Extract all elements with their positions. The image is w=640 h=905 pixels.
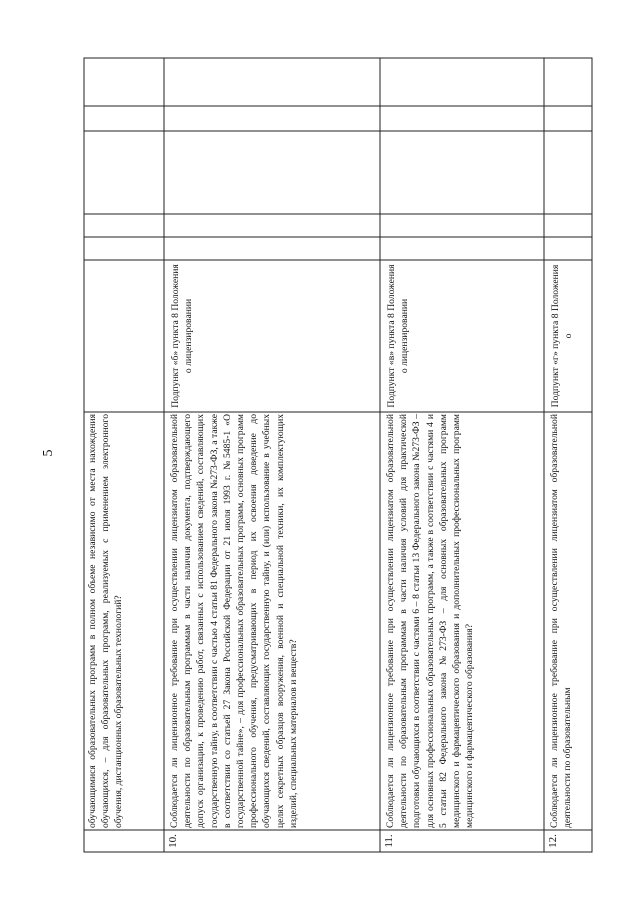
row-question-text: Соблюдается ли лицензионное требование при осуществлении лицензиатом образовательной деятельности по образовательным программам в части наличия документа, подтверждающего допуск организации, к проведению работ, связанных с использованием сведений, составляющих государственную тайну, в соответствии с частью 4 статьи 81 Федерального закона №273-ФЗ, а также в соответствии со статьей 27 Закона Российской Федерации от 21 июля 1993 г. №5485-1 «О государственной тайне», – для профессиональных образовательных программ, основных программ профессионального обучения, предусматривающих в период их освоения доведение до обучающихся сведений, составляющих государственную тайну, и (или) использование в учебных целях секретных образцов вооружения, военной и специальной техники, их комплектующих изделий, специальных материалов и веществ? bbox=[169, 414, 299, 828]
page-number: 5 bbox=[41, 449, 56, 457]
row-number: 12. bbox=[547, 834, 559, 848]
row-number: 10. bbox=[167, 834, 179, 848]
continuation-question-text: обучающимися образовательных программ в полном объеме независимо от места нахождения обучающихся, – для образовательных программ, реализуемых с применением электронного обучения, дистанционных образовательных технологий? bbox=[87, 414, 125, 828]
row-legal-basis: Подпункт «б» пункта 8 Положения о лицензировании bbox=[170, 264, 195, 408]
row-question-text: Соблюдается ли лицензионное требование при осуществлении лицензиатом образовательной деятельности по образовательным bbox=[549, 414, 574, 828]
row-legal-basis: Подпункт «г» пункта 8 Положения о bbox=[550, 264, 575, 408]
row-number: 11. bbox=[383, 834, 395, 848]
row-question-text: Соблюдается ли лицензионное требование при осуществлении лицензиатом образовательной деятельности по образовательным программам в части наличия условий для практической подготовки обучающихся в соответствии с частями 6 – 8 статьи 13 Федерального закона №273-ФЗ – для основных профессиональных образовательных программ, а также в соответствии с частями 4 и 5 статьи 82 Федерального закона №273-ФЗ – для основных образовательных программ медицинского и фармацевтического образования и дополнительных профессиональных программ медицинского и фармацевтического образования? bbox=[385, 414, 476, 828]
row-legal-basis: Подпункт «в» пункта 8 Положения о лицензировании bbox=[386, 264, 411, 408]
